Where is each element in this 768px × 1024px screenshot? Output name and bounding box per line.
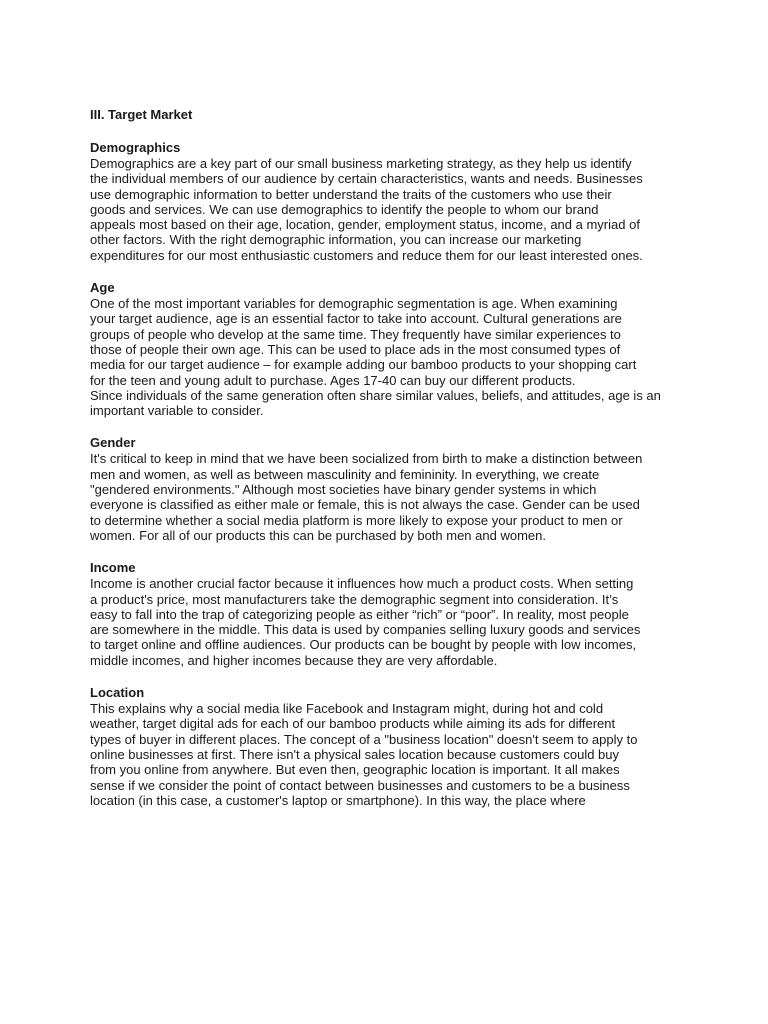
section-title: III. Target Market bbox=[90, 107, 193, 122]
paragraph-gender: It's critical to keep in mind that we have been socialized from birth to make a distinction between men and women, as well as between masculinity and femininity. In everything, we create "gendered environments." Although most societies have binary gender systems in which everyone is classified as either male or female, this is not always the case. Gender can be used to determine whether a social media platform is more likely to expose your product to men or women. For all of our products this can be purchased by both men and women. bbox=[90, 451, 643, 543]
heading-gender: Gender bbox=[90, 435, 136, 451]
heading-demographics: Demographics bbox=[90, 140, 181, 155]
document-page bbox=[90, 107, 690, 808]
paragraph-age: One of the most important variables for demographic segmentation is age. When examining your target audience, age is an essential factor to take into account. Cultural generations are groups of people who develop at the same time. They frequently have similar experiences to those of people their own age. This can be used to place ads in the most consumed types of media for our target audience – for example adding our bamboo products to your shopping cart for the teen and young adult to purchase. Ages 17-40 can buy our different products. Since individuals of the same generation often share similar values, beliefs, and attitudes, age is an important variable to consider. bbox=[90, 296, 661, 419]
heading-age: Age bbox=[90, 280, 115, 296]
paragraph-demographics: Demographics are a key part of our small business marketing strategy, as they help us identify the individual members of our audience by certain characteristics, wants and needs. Businesses use demographic information to better understand the traits of the customers who use their goods and services. We can use demographics to identify the people to whom our brand appeals most based on their age, location, gender, employment status, income, and a myriad of other factors. With the right demographic information, you can increase our marketing expenditures for our most enthusiastic customers and reduce them for our least interested ones. bbox=[90, 156, 643, 263]
heading-location: Location bbox=[90, 685, 145, 701]
paragraph-income: Income is another crucial factor because it influences how much a product costs. When setting a product's price, most manufacturers take the demographic segment into consideration. It’s easy to fall into the trap of categorizing people as either “rich” or “poor”. In reality, most people are somewhere in the middle. This data is used by companies selling luxury goods and services to target online and offline audiences. Our products can be bought by people with low incomes, middle incomes, and higher incomes because they are very affordable. bbox=[90, 576, 641, 668]
heading-income: Income bbox=[90, 560, 136, 576]
paragraph-location: This explains why a social media like Facebook and Instagram might, during hot and cold weather, target digital ads for each of our bamboo products while aiming its ads for different types of buyer in different places. The concept of a "business location" doesn't seem to apply to online businesses at first. There isn't a physical sales location because customers could buy from you online from anywhere. But even then, geographic location is important. It all makes sense if we consider the point of contact between businesses and customers to be a business location (in this case, a customer's laptop or smartphone). In this way, the place where bbox=[90, 701, 638, 808]
